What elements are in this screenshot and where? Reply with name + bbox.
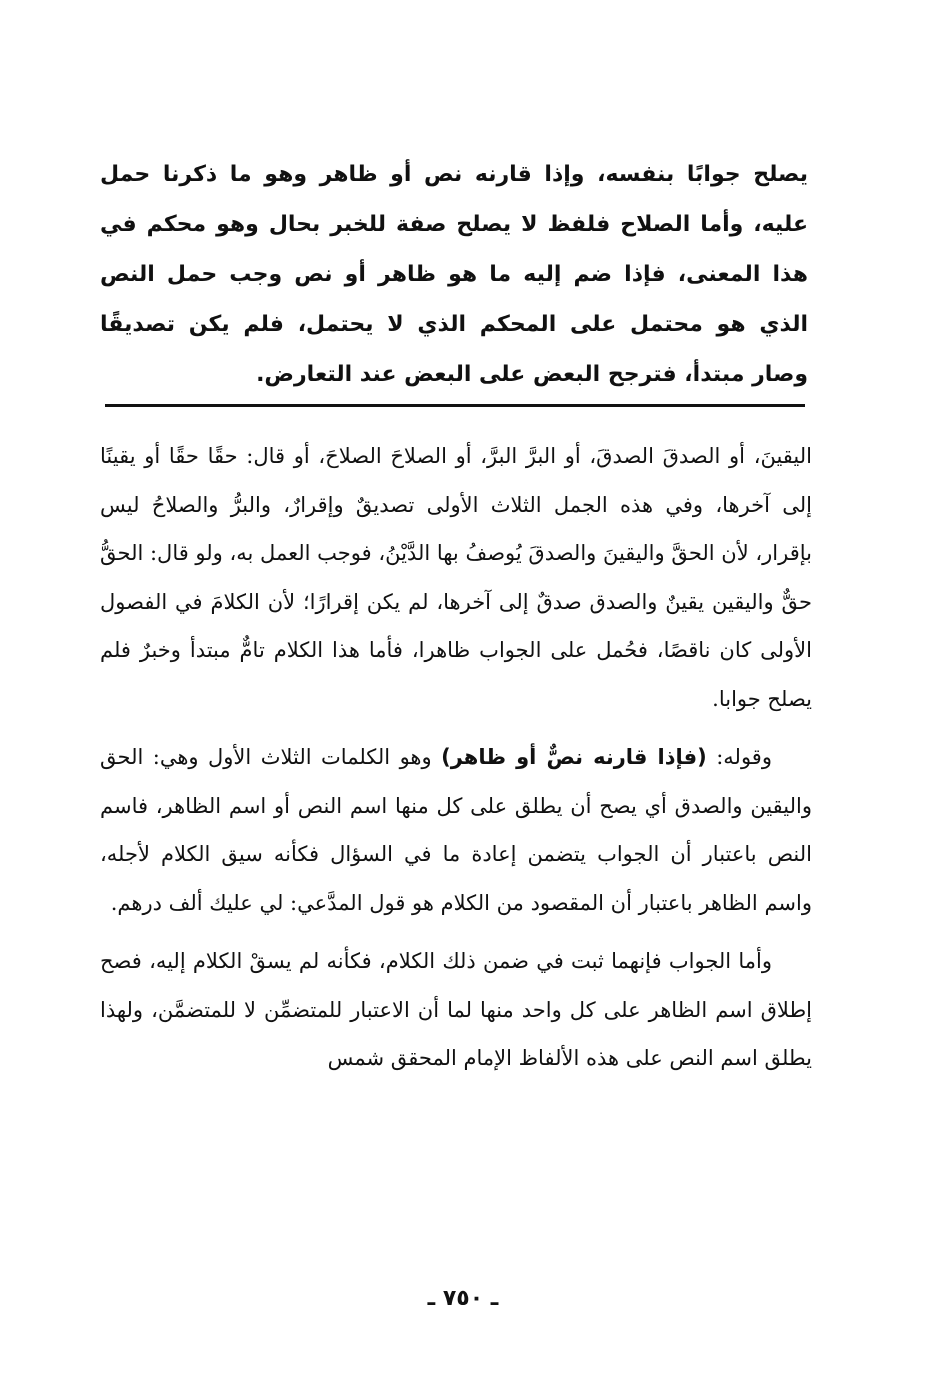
commentary-lead: وقوله: xyxy=(716,745,772,769)
footnote-divider xyxy=(105,404,805,407)
commentary-paragraph-3: وأما الجواب فإنهما ثبت في ضمن ذلك الكلام، فكأنه لم يسقْ الكلام إليه، فصح إطلاق اسم الظاهر على كل واحد منها لما أن الاعتبار للمتضمِّن لا للمتضمَّن، ولهذا يطلق اسم النص على هذه الألفاظ الإمام المحقق شمس xyxy=(100,949,812,1070)
page-number: ـ ٧٥٠ ـ xyxy=(427,1286,499,1311)
main-text-block xyxy=(100,150,808,400)
commentary-paragraph-2 xyxy=(100,733,812,927)
commentary-block xyxy=(100,432,812,1093)
commentary-paragraph-2-rest: وهو الكلمات الثلاث الأول وهي: الحق واليقين والصدق أي يصح أن يطلق على كل منها اسم النص أو اسم الظاهر، فاسم النص باعتبار أن الجواب يتضمن إعادة ما في السؤال فكأنه سيق الكلام لأجله، واسم الظاهر باعتبار أن المقصود من الكلام هو قول المدَّعي: لي عليك ألف درهم. xyxy=(100,745,812,915)
commentary-paragraph-1: اليقينَ، أو الصدقَ الصدقَ، أو البرَّ البرَّ، أو الصلاحَ الصلاحَ، أو قال: حقًا حقًا أو يقينًا إلى آخرها، وفي هذه الجمل الثلاث الأولى تصديقٌ وإقرارٌ، والبرُّ والصلاحُ ليس بإقرار، لأن الحقَّ واليقينَ والصدقَ يُوصفُ بها الدَّيْنُ، فوجب العمل به، ولو قال: الحقُّ حقٌّ واليقين يقينٌ والصدق صدقٌ إلى آخرها، لم يكن إقرارًا؛ لأن الكلامَ في الفصول الأولى كان ناقصًا، فحُمل على الجواب ظاهرا، فأما هذا الكلام تامٌّ مبتدأ وخبرٌ فلم يصلح جوابا. xyxy=(100,444,812,711)
quoted-matn: (فإذا قارنه نصٌّ أو ظاهر) xyxy=(441,745,707,769)
main-paragraph: يصلح جوابًا بنفسه، وإذا قارنه نص أو ظاهر وهو ما ذكرنا حمل عليه، وأما الصلاح فلفظ لا يصلح صفة للخبر بحال وهو محكم في هذا المعنى، فإذا ضم إليه ما هو ظاهر أو نص وجب حمل النص الذي هو محتمل على المحكم الذي لا يحتمل، فلم يكن تصديقًا وصار مبتدأ، فترجح البعض على البعض عند التعارض. xyxy=(100,162,808,387)
